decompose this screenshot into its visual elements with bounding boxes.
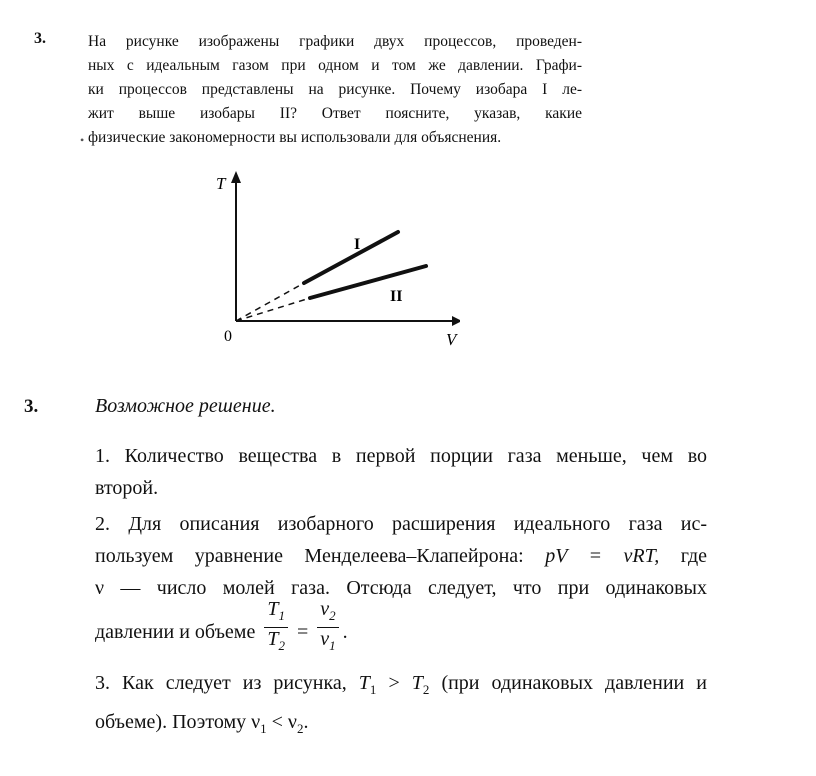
y-axis-arrow [231, 171, 241, 183]
line-text: давлении и объеме [95, 621, 256, 644]
frac-symbol: T [267, 628, 279, 650]
solution-line [95, 706, 707, 745]
t1-symbol: T [358, 672, 370, 694]
solution-line: 1. Количество вещества в первой порции газа меньше, чем во [95, 445, 707, 467]
ratio-formula-line [95, 598, 348, 663]
greater-sign: > [376, 672, 412, 694]
solution-heading: Возможное решение. [95, 395, 276, 417]
y-axis-label: T [216, 174, 226, 193]
solution-number: 3. [24, 396, 39, 417]
solution-line: 2. Для описания изобарного расширения идеального газа ис- [95, 513, 707, 535]
frac-subscript: 1 [278, 608, 285, 623]
line-text: (при одинаковых давлении и [429, 672, 707, 694]
task-line: жит выше изобары II? Ответ поясните, указав, какие [88, 105, 582, 122]
origin-label: 0 [224, 328, 232, 345]
isobar-1 [304, 232, 398, 283]
isobar-2-label: II [390, 288, 403, 305]
frac-symbol: ν [320, 628, 330, 650]
solution-body [95, 440, 707, 745]
frac-subscript: 1 [329, 638, 336, 653]
task-line: ки процессов представлены на рисунке. Почему изобара I ле- [88, 81, 582, 98]
equals-sign: = [296, 621, 309, 644]
line-text: пользуем уравнение Менделеева–Клапейрона: [95, 545, 524, 567]
fraction-nu2-nu1 [317, 598, 338, 657]
solution-line: ν — число молей газа. Отсюда следует, что при одинаковых [95, 577, 707, 599]
isobar-1-label: I [354, 236, 361, 253]
task-line: На рисунке изображены графики двух процессов, проведен- [88, 33, 582, 50]
task-line: ных с идеальным газом при одном и том же давлении. Графи- [88, 57, 582, 74]
isobar-1-extrapolation [236, 283, 304, 321]
subscript: 2 [296, 721, 304, 736]
isobar-2-extrapolation [236, 298, 310, 321]
x-axis-arrow [452, 316, 460, 326]
frac-symbol: T [267, 598, 279, 620]
frac-symbol: ν [320, 598, 330, 620]
subscript: 1 [260, 721, 267, 736]
line-text: 3. Как следует из рисунка, [95, 672, 347, 694]
subscript: 2 [422, 682, 430, 697]
line-text: где [680, 545, 708, 567]
t2-symbol: T [411, 672, 423, 694]
x-axis-label: V [446, 330, 457, 349]
isobar-graph [200, 165, 460, 355]
margin-dot: • [80, 133, 85, 147]
fraction-t1-t2 [264, 598, 288, 657]
subscript: 1 [369, 682, 377, 697]
task-number: 3. [34, 30, 46, 47]
solution-line [95, 667, 707, 706]
task-text [88, 30, 582, 150]
line-text: объеме). Поэтому ν [95, 711, 261, 733]
solution-line [95, 540, 707, 572]
mendeleev-clapeyron-formula: pV = νRT, [545, 545, 660, 567]
frac-subscript: 2 [278, 638, 285, 653]
task-line: физические закономерности вы использовали для объяснения. [88, 129, 502, 146]
solution-line: второй. [95, 477, 159, 499]
frac-subscript: 2 [329, 608, 336, 623]
less-sign: < ν [266, 711, 297, 733]
period: . [303, 711, 309, 733]
period: . [342, 621, 348, 644]
